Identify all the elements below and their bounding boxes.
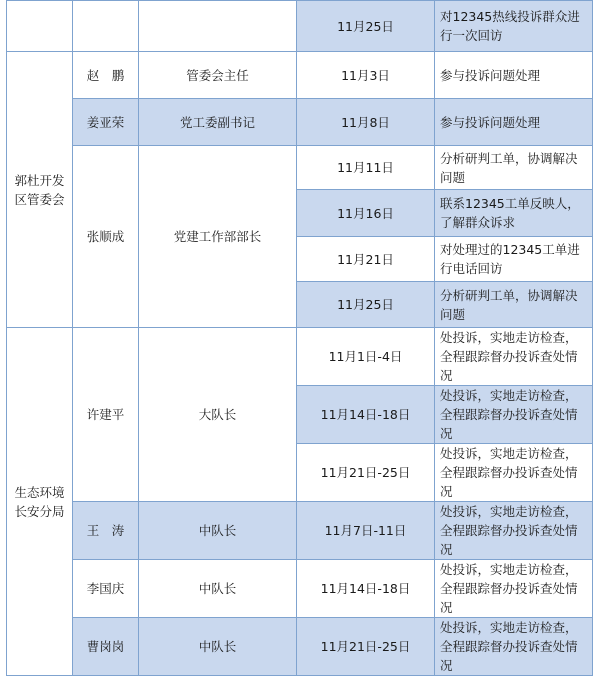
unit-label: 郭杜开发区管委会 [14, 172, 65, 207]
unit-label: 生态环境长安分局 [14, 484, 65, 519]
task-cell: 处投诉，实地走访检查，全程跟踪督办投诉查处情况 [435, 328, 593, 386]
table-row [7, 1, 593, 52]
name-cell: 许建平 [73, 328, 139, 502]
unit-cell [7, 1, 73, 52]
task-cell: 处投诉，实地走访检查，全程跟踪督办投诉查处情况 [435, 618, 593, 676]
date-cell: 11月21日-25日 [297, 444, 435, 502]
date-cell: 11月21日-25日 [297, 618, 435, 676]
name-cell: 赵 鹏 [73, 52, 139, 99]
name-cell: 张顺成 [73, 146, 139, 328]
date-cell: 11月3日 [297, 52, 435, 99]
date-cell: 11月1日-4日 [297, 328, 435, 386]
date-cell: 11月16日 [297, 190, 435, 237]
task-cell: 联系12345工单反映人，了解群众诉求 [435, 190, 593, 237]
task-cell: 分析研判工单，协调解决问题 [435, 146, 593, 190]
name-cell [73, 1, 139, 52]
task-cell: 处投诉，实地走访检查，全程跟踪督办投诉查处情况 [435, 444, 593, 502]
duty-table [6, 0, 593, 676]
date-cell: 11月25日 [297, 282, 435, 328]
task-cell: 参与投诉问题处理 [435, 99, 593, 146]
date-cell: 11月7日-11日 [297, 502, 435, 560]
title-cell: 党建工作部部长 [139, 146, 297, 328]
date-cell: 11月21日 [297, 237, 435, 282]
task-cell: 处投诉，实地走访检查，全程跟踪督办投诉查处情况 [435, 560, 593, 618]
name-cell: 李国庆 [73, 560, 139, 618]
date-cell: 11月8日 [297, 99, 435, 146]
unit-shengtai [7, 328, 73, 676]
task-cell: 处投诉，实地走访检查，全程跟踪督办投诉查处情况 [435, 502, 593, 560]
table-row [7, 328, 593, 386]
date-cell: 11月25日 [297, 1, 435, 52]
task-cell: 处投诉，实地走访检查，全程跟踪督办投诉查处情况 [435, 386, 593, 444]
name-cell: 王 涛 [73, 502, 139, 560]
date-cell: 11月14日-18日 [297, 386, 435, 444]
title-cell: 中队长 [139, 618, 297, 676]
task-cell: 分析研判工单，协调解决问题 [435, 282, 593, 328]
task-cell: 对处理过的12345工单进行电话回访 [435, 237, 593, 282]
title-cell: 大队长 [139, 328, 297, 502]
title-cell: 管委会主任 [139, 52, 297, 99]
unit-guodu [7, 52, 73, 328]
name-cell: 姜亚荣 [73, 99, 139, 146]
table-row [7, 99, 593, 146]
table-row [7, 560, 593, 618]
title-cell: 中队长 [139, 560, 297, 618]
date-cell: 11月11日 [297, 146, 435, 190]
name-cell: 曹岗岗 [73, 618, 139, 676]
task-cell: 对12345热线投诉群众进行一次回访 [435, 1, 593, 52]
table-row [7, 502, 593, 560]
date-cell: 11月14日-18日 [297, 560, 435, 618]
title-cell [139, 1, 297, 52]
title-cell: 党工委副书记 [139, 99, 297, 146]
table-row [7, 52, 593, 99]
title-cell: 中队长 [139, 502, 297, 560]
table-row [7, 146, 593, 190]
task-cell: 参与投诉问题处理 [435, 52, 593, 99]
